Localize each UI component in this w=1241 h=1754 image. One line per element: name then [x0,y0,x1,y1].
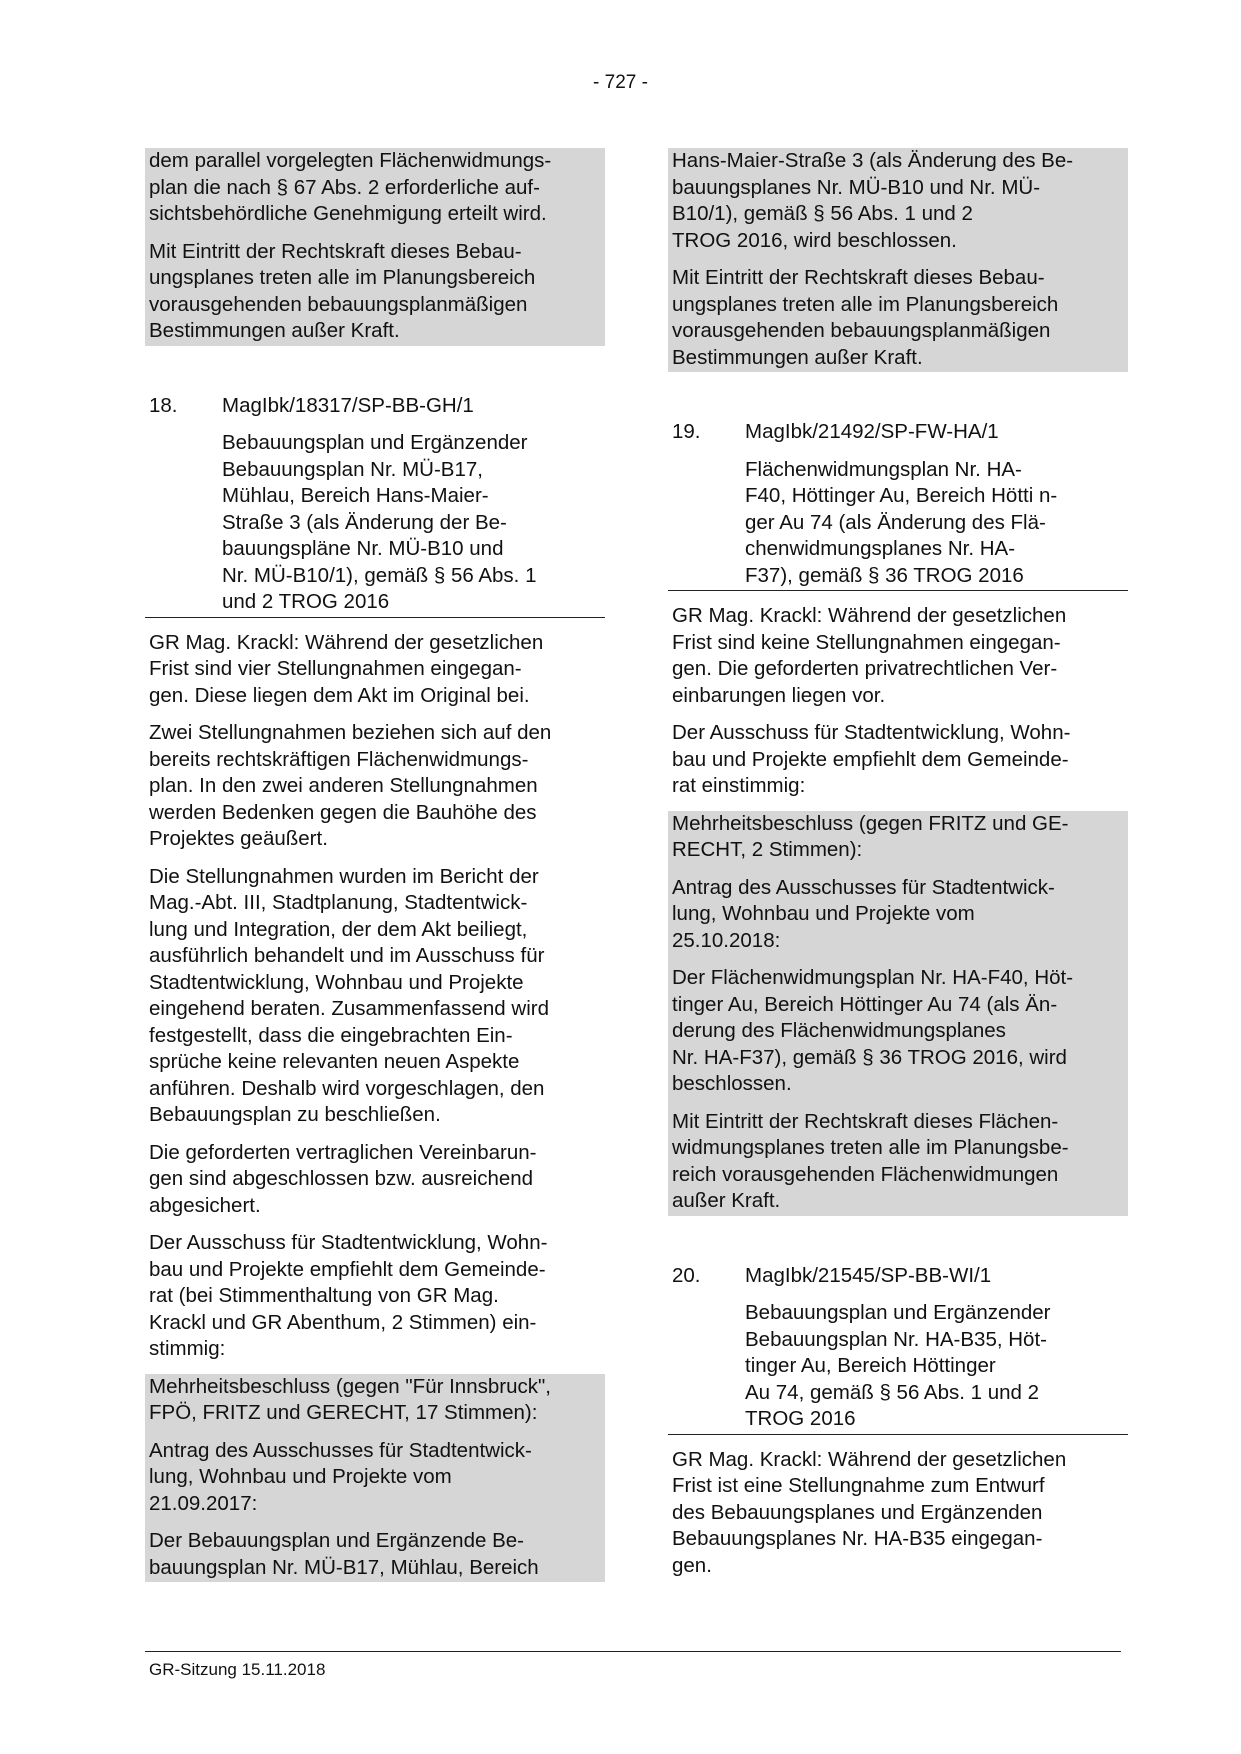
paragraph: Mehrheitsbeschluss (gegen "Für Innsbruck", FPÖ, FRITZ und GERECHT, 17 Stimmen): [149,1374,551,1424]
paragraph: Der Ausschuss für Stadtentwicklung, Wohn- bau und Projekte empfiehlt dem Gemeinde- rat (bei Stimmenthaltung von GR Mag. Krackl und GR Abenthum, 2 Stimmen) ein- stimmig: [149,1231,548,1360]
agenda-item-header [145,393,605,420]
paragraph: Mehrheitsbeschluss (gegen FRITZ und GE- RECHT, 2 Stimmen): [672,811,1069,861]
paragraph: Der Bebauungsplan und Ergänzende Be- bauungsplan Nr. MÜ-B17, Mühlau, Bereich [149,1529,539,1579]
paragraph: Der Flächenwidmungsplan Nr. HA-F40, Höt- tinger Au, Bereich Höttinger Au 74 (als Än- derung des Flächenwidmungsplanes Nr. HA-F37), gemäß § 36 TROG 2016, wird beschlossen. [672,966,1074,1095]
paragraph: Mit Eintritt der Rechtskraft dieses Bebau- ungsplanes treten alle im Planungsbereich vorausgehenden bebauungsplanmäßigen Bestimmungen außer Kraft. [149,239,536,342]
item-number: 18. [149,393,178,417]
paragraph: Zwei Stellungnahmen beziehen sich auf den bereits rechtskräftigen Flächenwidmungs- plan. In den zwei anderen Stellungnahmen werden Bedenken gegen die Bauhöhe des Projektes geäußert. [149,721,552,850]
item-title: Bebauungsplan und Ergänzender Bebauungsplan Nr. HA-B35, Höt- tinger Au, Bereich Höttinger Au 74, gemäß § 56 Abs. 1 und 2 TROG 2016 [668,1300,1128,1435]
agenda-item-18 [145,393,605,618]
highlighted-resolution-block [668,811,1128,1216]
paragraph: Antrag des Ausschusses für Stadtentwick- lung, Wohnbau und Projekte vom 21.09.2017: [149,1438,532,1515]
agenda-item-20 [668,1263,1128,1435]
item-reference: MagIbk/21545/SP-BB-WI/1 [745,1263,992,1287]
footer-divider [145,1651,1121,1652]
paragraph: Die geforderten vertraglichen Vereinbarun- gen sind abgeschlossen bzw. ausreichend abgesichert. [149,1140,537,1217]
paragraph: GR Mag. Krackl: Während der gesetzlichen Frist sind vier Stellungnahmen eingegan- gen. Diese liegen dem Akt im Original bei. [149,630,544,707]
paragraph: Antrag des Ausschusses für Stadtentwick- lung, Wohnbau und Projekte vom 25.10.2018: [672,875,1055,952]
item-reference: MagIbk/18317/SP-BB-GH/1 [222,393,474,417]
item-number: 20. [672,1263,701,1287]
item-title: Flächenwidmungsplan Nr. HA- F40, Höttinger Au, Bereich Hötti n- ger Au 74 (als Änderung des Flä- chenwidmungsplanes Nr. HA- F37), gemäß § 36 TROG 2016 [668,457,1128,592]
paragraph: Mit Eintritt der Rechtskraft dieses Bebau- ungsplanes treten alle im Planungsbereich vorausgehenden bebauungsplanmäßigen Bestimmungen außer Kraft. [672,266,1059,369]
footer-session-date: GR-Sitzung 15.11.2018 [149,1660,326,1679]
paragraph: Der Ausschuss für Stadtentwicklung, Wohn- bau und Projekte empfiehlt dem Gemeinde- rat einstimmig: [672,721,1071,797]
paragraph: GR Mag. Krackl: Während der gesetzlichen Frist sind keine Stellungnahmen eingegan- gen. Die geforderten privatrechtlichen Ver- einbarungen liegen vor. [672,604,1067,707]
highlighted-resolution-block [145,1374,605,1583]
left-column [145,148,605,1582]
paragraph: Mit Eintritt der Rechtskraft dieses Flächen- widmungsplanes treten alle im Planungsbe- reich vorausgehenden Flächenwidmungen außer Kraft. [672,1109,1069,1212]
paragraph: GR Mag. Krackl: Während der gesetzlichen Frist ist eine Stellungnahme zum Entwurf des Bebauungsplanes und Ergänzenden Bebauungsplanes Nr. HA-B35 eingegan- gen. [672,1447,1067,1577]
paragraph: Hans-Maier-Straße 3 (als Änderung des Be- bauungsplanes Nr. MÜ-B10 und Nr. MÜ- B10/1), gemäß § 56 Abs. 1 und 2 TROG 2016, wird beschlossen. [672,149,1074,252]
item-reference: MagIbk/21492/SP-FW-HA/1 [745,420,999,443]
right-column [668,148,1128,1590]
item-number: 19. [672,420,701,443]
agenda-item-header [668,1263,1128,1290]
agenda-item-19 [668,419,1128,591]
item-title: Bebauungsplan und Ergänzender Bebauungsplan Nr. MÜ-B17, Mühlau, Bereich Hans-Maier- Straße 3 (als Änderung der Be- bauungspläne Nr. MÜ-B10 und Nr. MÜ-B10/1), gemäß § 56 Abs. 1 und 2 TROG 2016 [145,430,605,618]
agenda-item-header [668,419,1128,446]
page-number: - 727 - [593,72,648,93]
paragraph: dem parallel vorgelegten Flächenwidmungs- plan die nach § 67 Abs. 2 erforderliche auf- sichtsbehördliche Genehmigung erteilt wird. [149,149,552,225]
paragraph: Die Stellungnahmen wurden im Bericht der Mag.-Abt. III, Stadtplanung, Stadtentwick- lung und Integration, der dem Akt beiliegt, ausführlich behandelt und im Ausschuss für Stadtentwicklung, Wohnbau und Projekte eingehend beraten. Zusammenfassend wird festgestellt, dass die eingebrachten Ein- sprüche keine relevanten neuen Aspekte anführen. Deshalb wird vorgeschlagen, den Bebauungsplan zu beschließen. [149,864,549,1126]
highlighted-resolution-block [668,148,1128,372]
highlighted-resolution-block [145,148,605,346]
